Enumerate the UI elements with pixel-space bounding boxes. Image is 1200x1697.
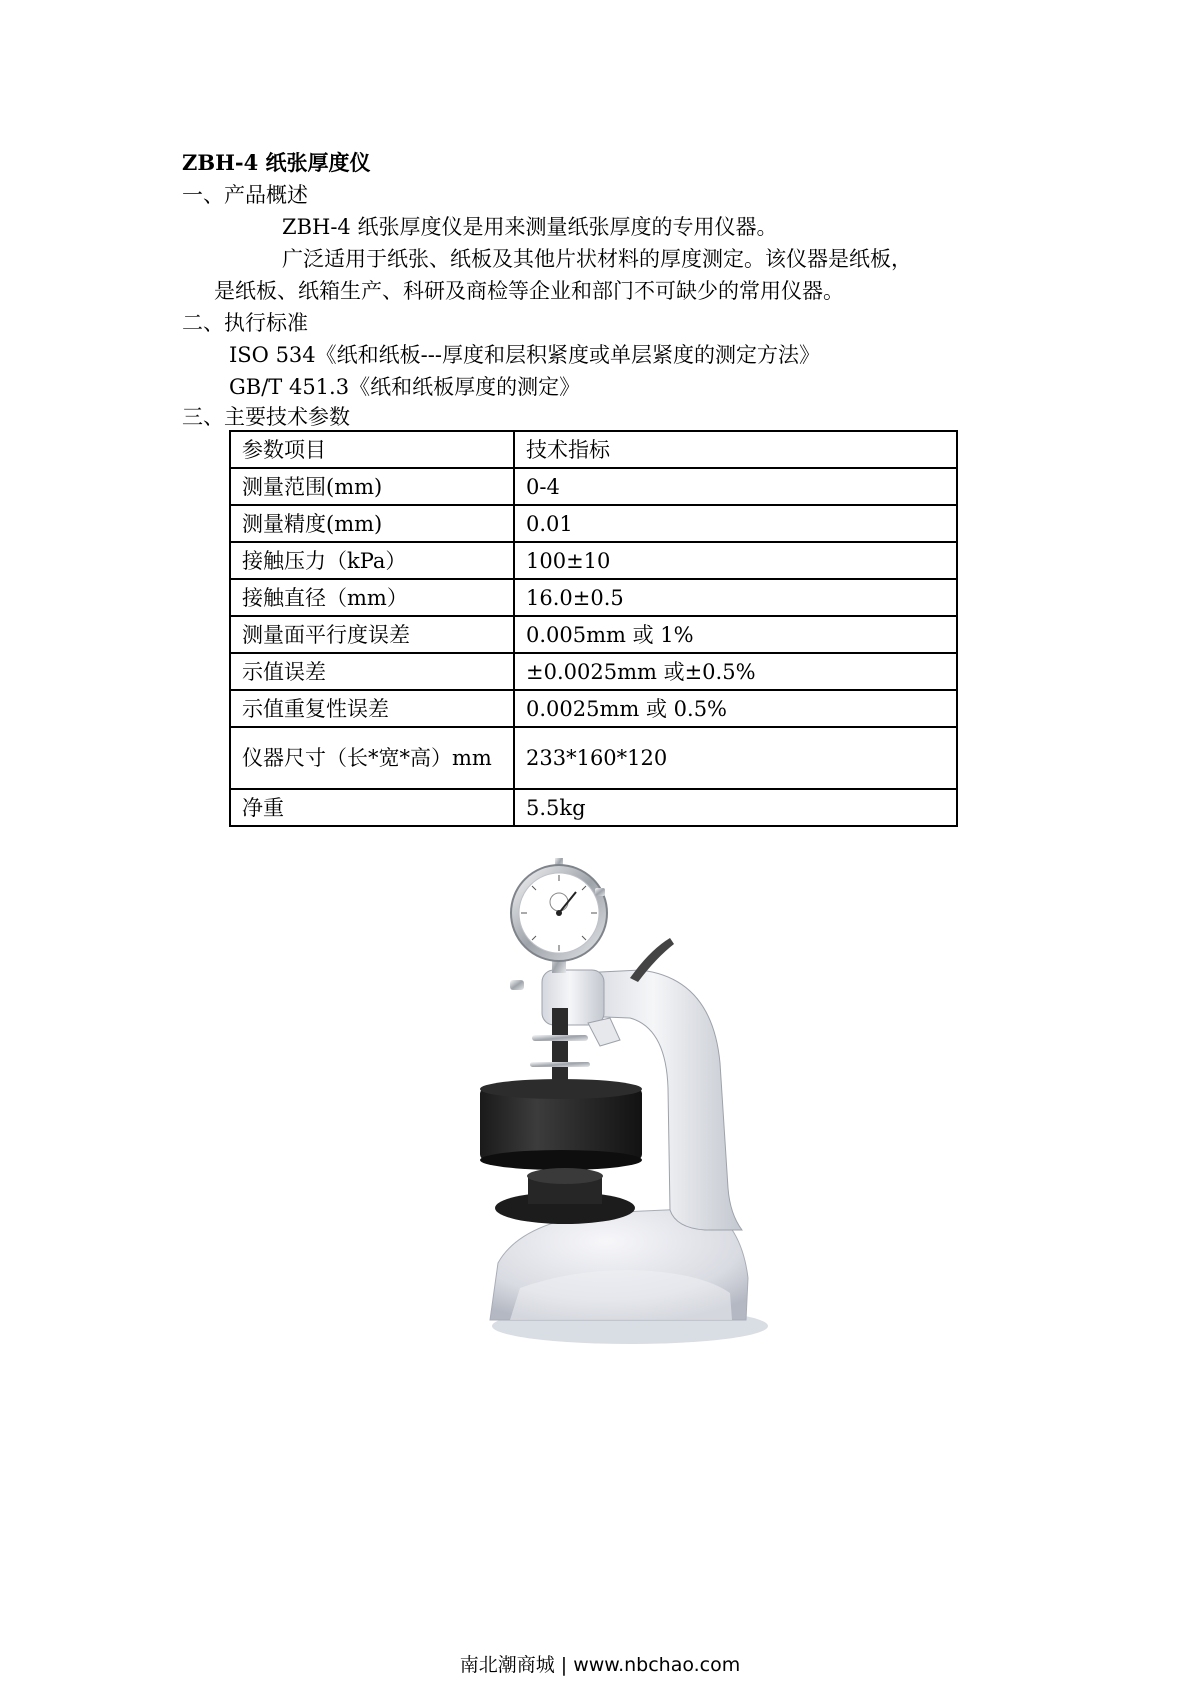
table-row bbox=[230, 616, 957, 653]
table-cell-value: 0.005mm 或 1% bbox=[514, 616, 957, 653]
table-cell-value: ±0.0025mm 或±0.5% bbox=[514, 653, 957, 690]
table-row bbox=[230, 468, 957, 505]
table-cell-param: 净重 bbox=[230, 789, 514, 826]
table-cell-value: 0-4 bbox=[514, 468, 957, 505]
standard-gb: GB/T 451.3《纸和纸板厚度的测定》 bbox=[229, 375, 581, 399]
table-cell-value: 0.0025mm 或 0.5% bbox=[514, 690, 957, 727]
table-cell-value: 0.01 bbox=[514, 505, 957, 542]
table-cell-param: 示值重复性误差 bbox=[230, 690, 514, 727]
overview-line-1: ZBH-4 纸张厚度仪是用来测量纸张厚度的专用仪器。 bbox=[282, 215, 778, 239]
overview-line-3: 是纸板、纸箱生产、科研及商检等企业和部门不可缺少的常用仪器。 bbox=[214, 279, 844, 303]
table-cell-value: 5.5kg bbox=[514, 789, 957, 826]
table-row bbox=[230, 690, 957, 727]
table-row bbox=[230, 653, 957, 690]
table-cell-param: 测量精度(mm) bbox=[230, 505, 514, 542]
standard-iso: ISO 534《纸和纸板---厚度和层积紧度或单层紧度的测定方法》 bbox=[229, 343, 820, 367]
table-cell-param: 示值误差 bbox=[230, 653, 514, 690]
section-heading-specs: 三、主要技术参数 bbox=[182, 405, 350, 429]
table-row bbox=[230, 789, 957, 826]
table-cell-value: 16.0±0.5 bbox=[514, 579, 957, 616]
overview-line-2: 广泛适用于纸张、纸板及其他片状材料的厚度测定。该仪器是纸板， bbox=[282, 247, 912, 271]
table-cell-value: 233*160*120 bbox=[514, 727, 957, 789]
table-header-row bbox=[230, 431, 957, 468]
thickness-gauge-photo bbox=[480, 858, 780, 1358]
document-title: ZBH-4 纸张厚度仪 bbox=[182, 150, 371, 175]
table-row bbox=[230, 542, 957, 579]
table-row bbox=[230, 727, 957, 789]
section-heading-standards: 二、执行标准 bbox=[182, 311, 308, 335]
table-cell-value: 100±10 bbox=[514, 542, 957, 579]
table-cell-param: 接触直径（mm） bbox=[230, 579, 514, 616]
table-cell-param: 测量范围(mm) bbox=[230, 468, 514, 505]
table-row bbox=[230, 505, 957, 542]
table-cell-param: 接触压力（kPa） bbox=[230, 542, 514, 579]
section-heading-overview: 一、产品概述 bbox=[182, 183, 308, 207]
footer: 南北潮商城 | www.nbchao.com bbox=[459, 1654, 741, 1676]
table-cell-param: 测量面平行度误差 bbox=[230, 616, 514, 653]
table-header-cell: 参数项目 bbox=[230, 431, 514, 468]
table-row bbox=[230, 579, 957, 616]
table-header-cell: 技术指标 bbox=[514, 431, 957, 468]
table-cell-param: 仪器尺寸（长*宽*高）mm bbox=[230, 727, 514, 789]
spec-table bbox=[229, 430, 958, 827]
